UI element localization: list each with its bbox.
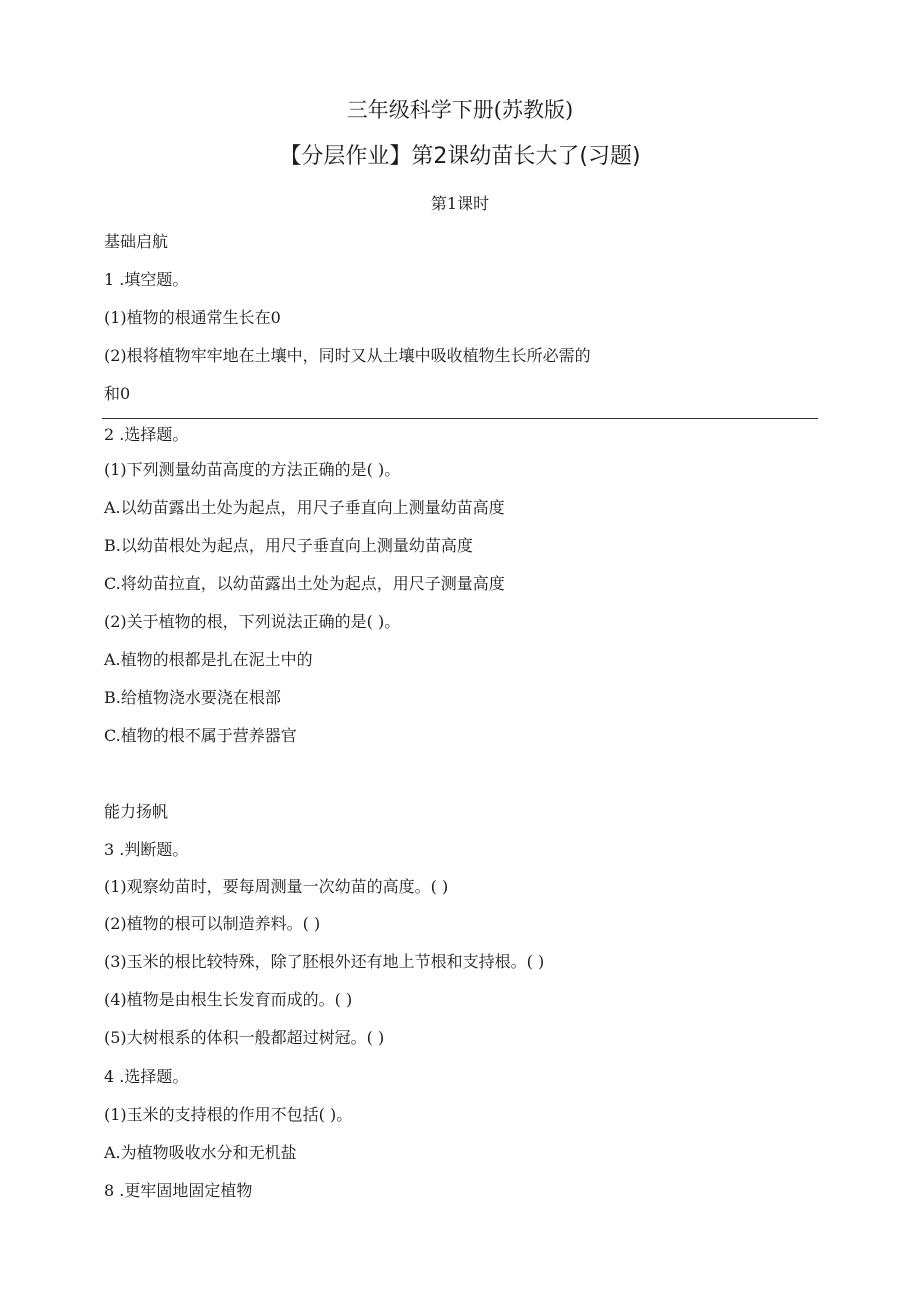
question-2-1: (1)下列测量幼苗高度的方法正确的是( )。: [104, 460, 401, 479]
option-2-1-b: B.以幼苗根处为起点，用尺子垂直向上测量幼苗高度: [104, 536, 473, 555]
question-4-1: (1)玉米的支持根的作用不包括( )。: [104, 1105, 353, 1124]
question-3-5: (5)大树根系的体积一般都超过树冠。( ): [104, 1028, 385, 1047]
question-3-3: (3)玉米的根比较特殊，除了胚根外还有地上节根和支持根。( ): [104, 952, 545, 971]
question-2-label: 2 .选择题。: [104, 425, 189, 444]
option-2-1-a: A.以幼苗露出土处为起点，用尺子垂直向上测量幼苗高度: [104, 498, 505, 517]
option-4-1-b: 8 .更牢固地固定植物: [104, 1181, 253, 1200]
document-subtitle: 【分层作业】第2课幼苗长大了(习题): [279, 144, 641, 169]
question-1-2-continued: 和0: [104, 384, 131, 403]
option-2-2-b: B.给植物浇水要浇在根部: [104, 688, 281, 707]
question-3-label: 3 .判断题。: [104, 840, 189, 859]
question-3-1: (1)观察幼苗时，要每周测量一次幼苗的高度。( ): [104, 877, 449, 896]
question-3-2: (2)植物的根可以制造养料。( ): [104, 914, 321, 933]
option-4-1-a: A.为植物吸收水分和无机盐: [104, 1143, 297, 1162]
question-1-label: 1 .填空题。: [104, 270, 189, 289]
question-1-1: (1)植物的根通常生长在0: [104, 308, 281, 327]
question-2-2: (2)关于植物的根，下列说法正确的是( )。: [104, 612, 401, 631]
option-2-2-c: C.植物的根不属于营养器官: [104, 726, 297, 745]
horizontal-divider: [102, 418, 818, 419]
question-4-label: 4 .选择题。: [104, 1067, 189, 1086]
section-heading-ability: 能力扬帆: [104, 802, 169, 821]
section-heading-basic: 基础启航: [104, 232, 169, 251]
option-2-1-c: C.将幼苗拉直，以幼苗露出土处为起点，用尺子测量高度: [104, 574, 505, 593]
option-2-2-a: A.植物的根都是扎在泥土中的: [104, 650, 313, 669]
question-3-4: (4)植物是由根生长发育而成的。( ): [104, 990, 353, 1009]
document-title: 三年级科学下册(苏教版): [346, 98, 574, 122]
question-1-2: (2)根将植物牢牢地在土壤中，同时又从土壤中吸收植物生长所必需的: [104, 346, 591, 365]
lesson-label: 第1课时: [430, 194, 490, 213]
